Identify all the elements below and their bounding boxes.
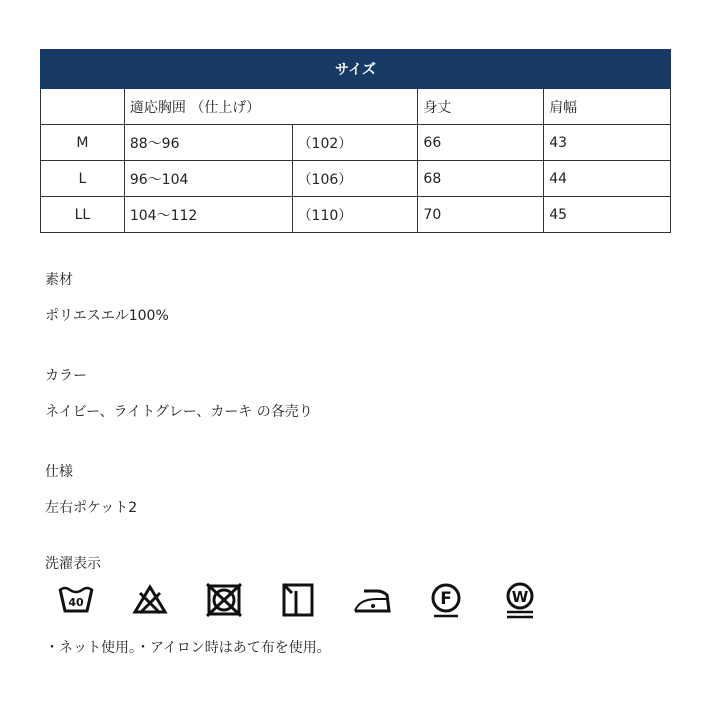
length-cell: 68 — [418, 161, 544, 197]
wash-temp: 40 — [68, 596, 84, 609]
column-header — [41, 89, 125, 125]
finish-cell: （110） — [292, 197, 418, 233]
table-header-row — [41, 89, 671, 125]
size-table-title: サイズ — [41, 50, 671, 89]
spec-value: 左右ポケット2 — [45, 500, 138, 516]
table-row — [41, 125, 671, 161]
chest-cell: 88～96 — [124, 125, 292, 161]
care-label: 洗濯表示 — [45, 556, 101, 572]
length-cell: 66 — [418, 125, 544, 161]
length-cell: 70 — [418, 197, 544, 233]
dry-clean-letter: F — [440, 589, 452, 609]
no-tumble-dry-icon — [205, 581, 243, 619]
color-label: カラー — [45, 368, 87, 384]
spec-label: 仕様 — [45, 464, 73, 480]
column-header: 適応胸囲 （仕上げ） — [124, 89, 418, 125]
care-note: ・ネット使用。・アイロン時はあて布を使用。 — [45, 640, 331, 656]
wash-40-icon — [57, 581, 95, 619]
chest-cell: 96～104 — [124, 161, 292, 197]
no-bleach-icon — [131, 581, 169, 619]
wet-clean-w-icon — [501, 581, 539, 619]
table-row — [41, 161, 671, 197]
wet-clean-letter: W — [511, 588, 529, 606]
size-table — [40, 49, 671, 233]
shoulder-cell: 43 — [544, 125, 671, 161]
shoulder-cell: 44 — [544, 161, 671, 197]
material-value: ポリエスエル100% — [45, 308, 169, 324]
size-cell: M — [41, 125, 125, 161]
dry-clean-f-icon — [427, 581, 465, 619]
care-icons — [57, 581, 575, 619]
iron-low-icon — [353, 581, 391, 619]
table-row — [41, 197, 671, 233]
chest-cell: 104～112 — [124, 197, 292, 233]
column-header: 肩幅 — [544, 89, 671, 125]
size-cell: L — [41, 161, 125, 197]
line-dry-shade-icon — [279, 581, 317, 619]
size-cell: LL — [41, 197, 125, 233]
material-label: 素材 — [45, 272, 73, 288]
finish-cell: （102） — [292, 125, 418, 161]
color-value: ネイビー、ライトグレー、カーキ の各売り — [45, 404, 313, 420]
column-header: 身丈 — [418, 89, 544, 125]
shoulder-cell: 45 — [544, 197, 671, 233]
finish-cell: （106） — [292, 161, 418, 197]
